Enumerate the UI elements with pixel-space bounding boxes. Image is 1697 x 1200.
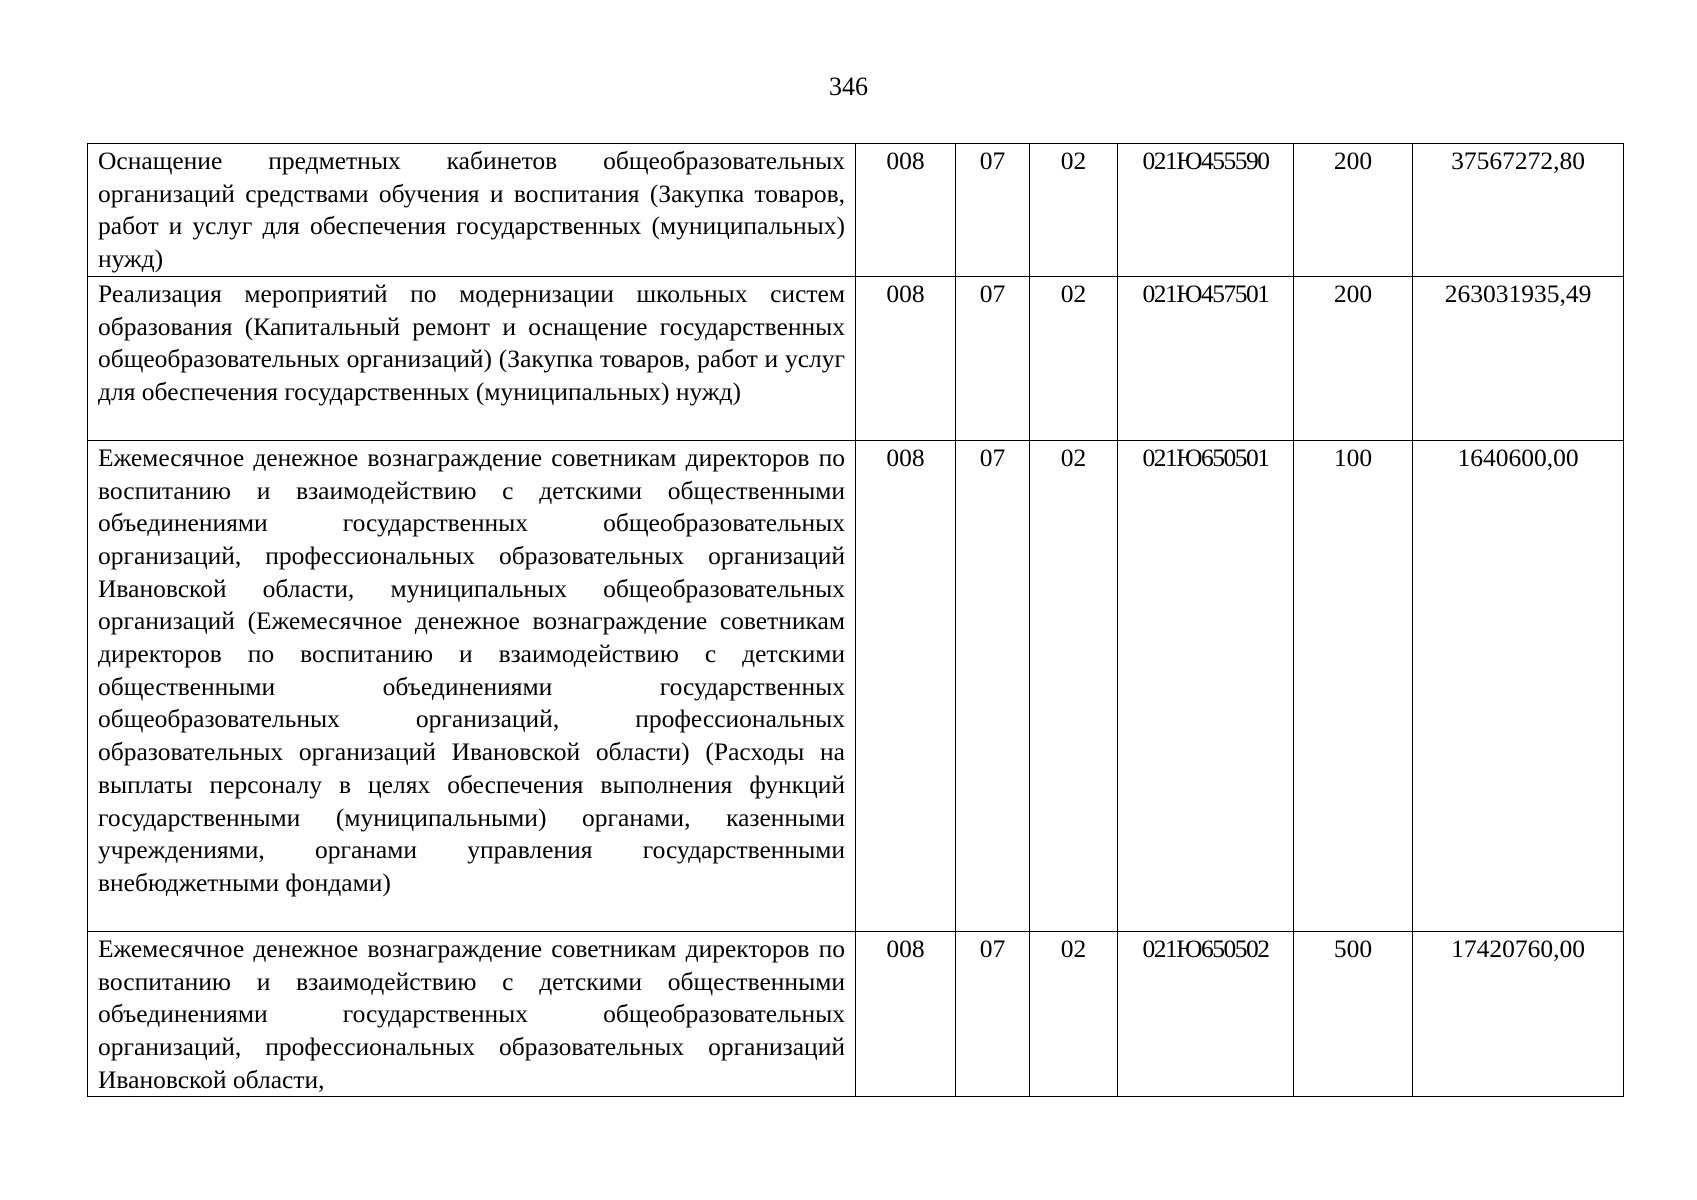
- section-code: 07: [956, 440, 1030, 931]
- row-description: Ежемесячное денежное вознаграждение советникам директоров по воспитанию и взаимодействию с детскими общественными объединениями государственных общеобразовательных организаций, профессиональных образовательных организаций Ивановской области,: [88, 931, 856, 1097]
- expense-type-code: 500: [1294, 931, 1413, 1097]
- ministry-code: 008: [856, 440, 956, 931]
- section-code: 07: [956, 276, 1030, 440]
- subsection-code: 02: [1030, 440, 1118, 931]
- row-description: Реализация мероприятий по модернизации школьных систем образования (Капитальный ремонт и оснащение государственных общеобразовательных организаций) (Закупка товаров, работ и услуг для обеспечения государственных (муниципальных) нужд): [88, 276, 856, 440]
- ministry-code: 008: [856, 144, 956, 277]
- target-article-code: 021Ю650501: [1118, 440, 1294, 931]
- expense-type-code: 200: [1294, 144, 1413, 277]
- amount: 1640600,00: [1413, 440, 1624, 931]
- table-row: [88, 276, 1624, 440]
- row-description: Оснащение предметных кабинетов общеобразовательных организаций средствами обучения и воспитания (Закупка товаров, работ и услуг для обеспечения государственных (муниципальных) нужд): [88, 144, 856, 277]
- amount: 37567272,80: [1413, 144, 1624, 277]
- ministry-code: 008: [856, 276, 956, 440]
- target-article-code: 021Ю457501: [1118, 276, 1294, 440]
- expense-type-code: 100: [1294, 440, 1413, 931]
- section-code: 07: [956, 144, 1030, 277]
- amount: 263031935,49: [1413, 276, 1624, 440]
- table-row: [88, 144, 1624, 277]
- subsection-code: 02: [1030, 144, 1118, 277]
- amount: 17420760,00: [1413, 931, 1624, 1097]
- row-description: Ежемесячное денежное вознаграждение советникам директоров по воспитанию и взаимодействию с детскими общественными объединениями государственных общеобразовательных организаций, профессиональных образовательных организаций Ивановской области, муниципальных общеобразовательных организаций (Ежемесячное денежное вознаграждение советникам директоров по воспитанию и взаимодействию с детскими общественными объединениями государственных общеобразовательных организаций, профессиональных образовательных организаций Ивановской области) (Расходы на выплаты персоналу в целях обеспечения выполнения функций государственными (муниципальными) органами, казенными учреждениями, органами управления государственными внебюджетными фондами): [88, 440, 856, 931]
- target-article-code: 021Ю455590: [1118, 144, 1294, 277]
- section-code: 07: [956, 931, 1030, 1097]
- page-number: 346: [829, 72, 868, 101]
- subsection-code: 02: [1030, 276, 1118, 440]
- budget-table: [87, 143, 1624, 1097]
- table-row: [88, 440, 1624, 931]
- target-article-code: 021Ю650502: [1118, 931, 1294, 1097]
- table-row: [88, 931, 1624, 1097]
- expense-type-code: 200: [1294, 276, 1413, 440]
- subsection-code: 02: [1030, 931, 1118, 1097]
- ministry-code: 008: [856, 931, 956, 1097]
